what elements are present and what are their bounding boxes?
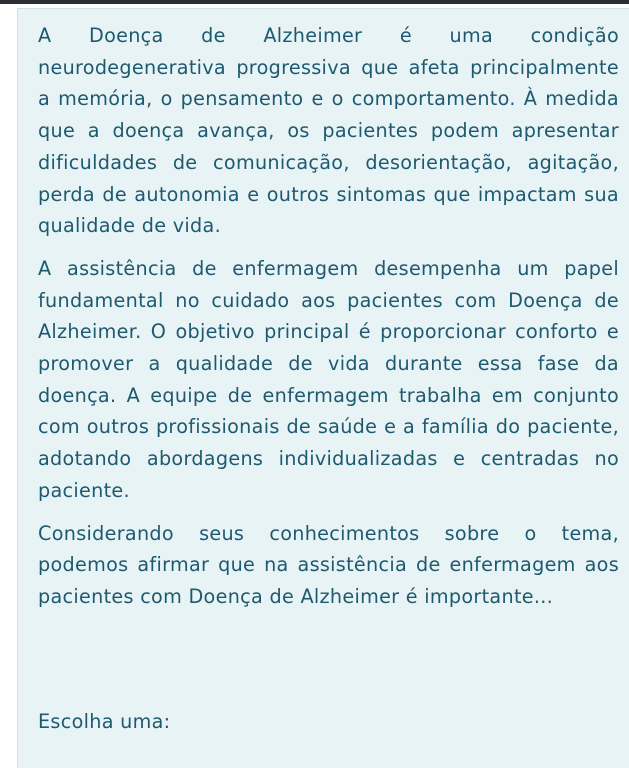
top-edge-bar bbox=[0, 0, 629, 4]
question-paragraph-3: Considerando seus conhecimentos sobre o tema, podemos afirmar que na assistência de enfermagem aos pacientes com Doença de Alzheimer é importante... bbox=[38, 521, 619, 608]
question-panel bbox=[17, 8, 629, 768]
question-paragraph-2: A assistência de enfermagem desempenha um papel fundamental no cuidado aos pacientes com Doença de Alzheimer. O objetivo principal é proporcionar conforto e promover a qualidade de vida durante essa fase da doença. A equipe de enfermagem trabalha em conjunto com outros profissionais de saúde e a família do paciente, adotando abordagens individualizadas e centradas no paciente. bbox=[38, 256, 619, 502]
choose-one-label: Escolha uma: bbox=[38, 710, 171, 733]
question-text bbox=[38, 20, 619, 624]
question-paragraph-1: A Doença de Alzheimer é uma condição neurodegenerativa progressiva que afeta principalmente a memória, o pensamento e o comportamento. À medida que a doença avança, os pacientes podem apresentar dificuldades de comunicação, desorientação, agitação, perda de autonomia e outros sintomas que impactam sua qualidade de vida. bbox=[38, 24, 619, 238]
